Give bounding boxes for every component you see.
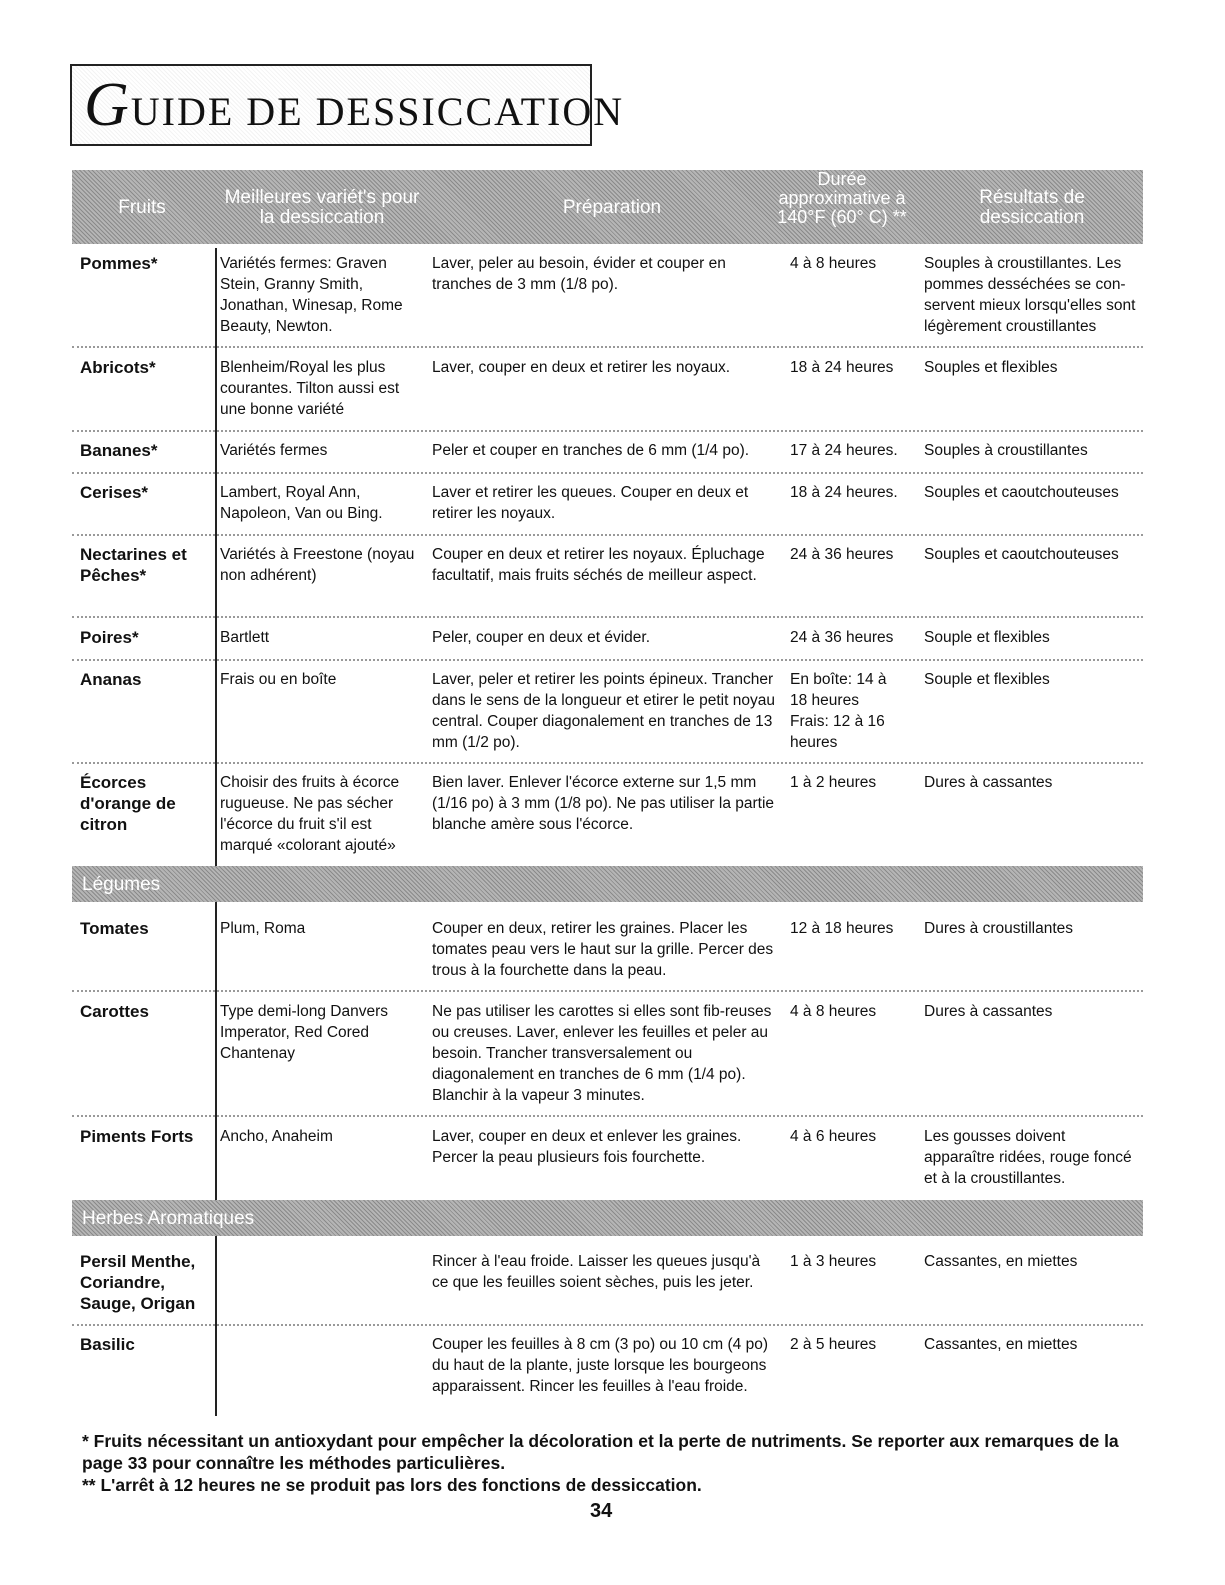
- row-varieties: Frais ou en boîte: [220, 671, 337, 688]
- row-duration: 18 à 24 heures.: [790, 484, 898, 501]
- row-duration: 4 à 6 heures: [790, 1128, 877, 1145]
- row-results: Souples et caoutchouteuses: [924, 484, 1119, 501]
- row-results: Souples et caoutchouteuses: [924, 546, 1119, 563]
- row-results: Les gousses doivent apparaître ridées, rouge foncé et à la croustillantes.: [924, 1128, 1132, 1187]
- row-name: Poires*: [80, 628, 139, 647]
- row-preparation: Peler, couper en deux et évider.: [432, 629, 651, 646]
- row-separator: [72, 762, 1143, 764]
- row-duration: 1 à 3 heures: [790, 1253, 877, 1270]
- header-results: Résultats de dessiccation: [979, 187, 1085, 228]
- row-duration: 2 à 5 heures: [790, 1336, 877, 1353]
- row-duration: 18 à 24 heures: [790, 359, 894, 376]
- row-varieties: Variétés fermes: [220, 442, 328, 459]
- row-results: Cassantes, en miettes: [924, 1253, 1078, 1270]
- row-name: Carottes: [80, 1002, 149, 1021]
- row-results: Cassantes, en miettes: [924, 1336, 1078, 1353]
- row-name: Bananes*: [80, 441, 158, 460]
- row-varieties: Variétés à Freestone (noyau non adhérent): [220, 546, 415, 584]
- row-results: Souples à croustillantes: [924, 442, 1088, 459]
- row-separator: [72, 1324, 1143, 1326]
- footnote-12h-stop: ** L'arrêt à 12 heures ne se produit pas lors des fonctions de dessiccation.: [82, 1475, 702, 1495]
- row-varieties: Variétés fermes: Graven Stein, Granny Smith, Jonathan, Winesap, Rome Beauty, Newton.: [220, 255, 403, 335]
- row-results: Dures à cassantes: [924, 774, 1053, 791]
- row-varieties: Bartlett: [220, 629, 270, 646]
- footnote-antioxidant: * Fruits nécessitant un antioxydant pour empêcher la décoloration et la perte de nutriments. Se reporter aux remarques de la page 33 pour connaître les méthodes particulières.: [82, 1431, 1119, 1473]
- page-title: [84, 70, 624, 141]
- section-label: Légumes: [82, 874, 161, 895]
- row-preparation: Rincer à l'eau froide. Laisser les queues jusqu'à ce que les feuilles soient sèches, puis les jeter.: [432, 1253, 761, 1291]
- row-name: Abricots*: [80, 358, 156, 377]
- row-preparation: Ne pas utiliser les carottes si elles sont fib-reuses ou creuses. Laver, enlever les feuilles et peler au besoin. Trancher transversalement ou diagonalement en tranches de 6 mm (1/4 po). Blanchir à la vapeur 3 minutes.: [432, 1003, 772, 1104]
- row-preparation: Peler et couper en tranches de 6 mm (1/4 po).: [432, 442, 750, 459]
- row-duration: En boîte: 14 à 18 heures Frais: 12 à 16 heures: [790, 671, 887, 751]
- row-separator: [72, 616, 1143, 618]
- row-varieties: Ancho, Anaheim: [220, 1128, 333, 1145]
- row-preparation: Couper en deux, retirer les graines. Placer les tomates peau vers le haut sur la grille. Percer des trous à la fourchette dans la peau.: [432, 920, 774, 979]
- row-name: Tomates: [80, 919, 149, 938]
- row-name: Ananas: [80, 670, 142, 689]
- row-varieties: Blenheim/Royal les plus courantes. Tilton aussi est une bonne variété: [220, 359, 400, 418]
- row-name: Pommes*: [80, 254, 158, 273]
- row-preparation: Laver, peler au besoin, évider et couper en tranches de 3 mm (1/8 po).: [432, 255, 726, 293]
- title-rest: UIDE DE DESSICCATION: [130, 89, 625, 134]
- row-varieties: Type demi-long Danvers Imperator, Red Cored Chantenay: [220, 1003, 388, 1062]
- row-duration: 12 à 18 heures: [790, 920, 894, 937]
- row-name: Cerises*: [80, 483, 149, 502]
- row-separator: [72, 1115, 1143, 1117]
- row-separator: [72, 346, 1143, 348]
- row-name: Nectarines et Pêches*: [80, 545, 187, 585]
- section-header-herbes: [72, 1200, 1143, 1236]
- row-results: Souples et flexibles: [924, 359, 1058, 376]
- row-preparation: Couper en deux et retirer les noyaux. Épluchage facultatif, mais fruits séchés de meilleur aspect.: [432, 546, 765, 584]
- header-duration: Durée approximative à 140°F (60° C) **: [777, 169, 907, 227]
- table-header: [72, 170, 1143, 244]
- row-separator: [72, 659, 1143, 661]
- row-name: Basilic: [80, 1335, 135, 1354]
- row-duration: 17 à 24 heures.: [790, 442, 898, 459]
- row-name: Persil Menthe, Coriandre, Sauge, Origan: [80, 1252, 196, 1313]
- row-duration: 1 à 2 heures: [790, 774, 877, 791]
- row-duration: 24 à 36 heures: [790, 629, 894, 646]
- row-varieties: Choisir des fruits à écorce rugueuse. Ne pas sécher l'écorce du fruit s'il est marqué «colorant ajouté»: [220, 774, 400, 854]
- row-separator: [72, 472, 1143, 474]
- row-results: Souple et flexibles: [924, 629, 1050, 646]
- row-preparation: Couper les feuilles à 8 cm (3 po) ou 10 cm (4 po) du haut de la plante, juste lorsque les bourgeons apparaissent. Rincer les feuilles à l'eau froide.: [432, 1336, 768, 1395]
- row-results: Dures à cassantes: [924, 1003, 1053, 1020]
- row-preparation: Laver, couper en deux et enlever les graines. Percer la peau plusieurs fois fourchette.: [432, 1128, 742, 1166]
- row-separator: [72, 534, 1143, 536]
- row-separator: [72, 990, 1143, 992]
- title-initial: G: [84, 71, 131, 139]
- row-name: Écorces d'orange de citron: [80, 773, 176, 834]
- row-name: Piments Forts: [80, 1127, 194, 1146]
- row-preparation: Bien laver. Enlever l'écorce externe sur 1,5 mm (1/16 po) à 3 mm (1/8 po). Ne pas utiliser la partie blanche amère sous l'écorce.: [432, 774, 775, 833]
- page-number: 34: [590, 1500, 613, 1522]
- row-preparation: Laver, peler et retirer les points épineux. Trancher dans le sens de la longueur et etirer le petit noyau central. Couper diagonalement en tranches de 13 mm (1/2 po).: [432, 671, 775, 751]
- section-header-legumes: [72, 866, 1143, 902]
- header-fruits: Fruits: [118, 197, 166, 218]
- header-preparation: Préparation: [562, 197, 662, 218]
- column-divider: [215, 248, 217, 1416]
- row-duration: 4 à 8 heures: [790, 1003, 877, 1020]
- section-label: Herbes Aromatiques: [82, 1208, 255, 1229]
- row-results: Dures à croustillantes: [924, 920, 1074, 937]
- row-results: Souples à croustillantes. Les pommes desséchées se con-servent mieux lorsqu'elles sont légèrement croustillantes: [924, 255, 1136, 335]
- row-separator: [72, 430, 1143, 432]
- row-varieties: Plum, Roma: [220, 920, 306, 937]
- row-duration: 24 à 36 heures: [790, 546, 894, 563]
- row-varieties: Lambert, Royal Ann, Napoleon, Van ou Bing.: [220, 484, 383, 522]
- row-preparation: Laver et retirer les queues. Couper en deux et retirer les noyaux.: [432, 484, 749, 522]
- row-preparation: Laver, couper en deux et retirer les noyaux.: [432, 359, 731, 376]
- header-varieties: Meilleures variét's pour la dessiccation: [224, 187, 420, 228]
- row-duration: 4 à 8 heures: [790, 255, 877, 272]
- row-results: Souple et flexibles: [924, 671, 1050, 688]
